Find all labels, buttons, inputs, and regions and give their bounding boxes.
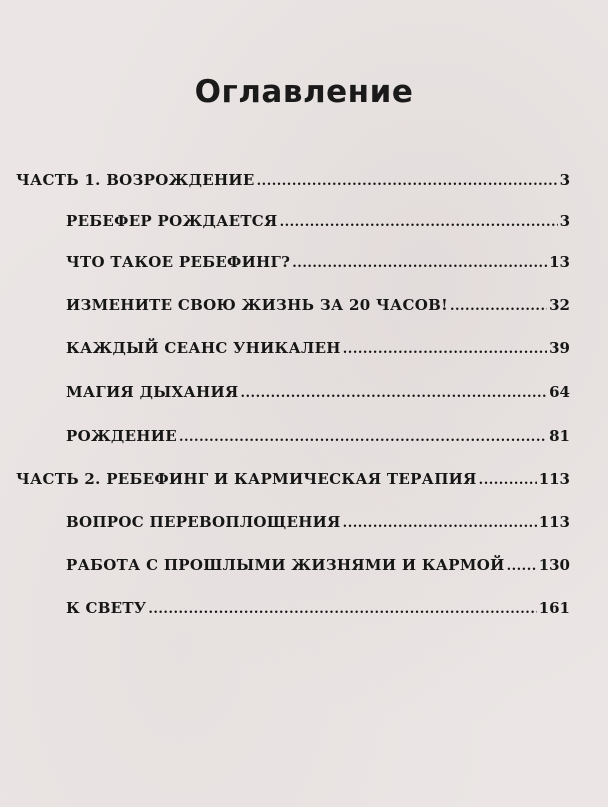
toc-entry-label: РАБОТА С ПРОШЛЫМИ ЖИЗНЯМИ И КАРМОЙ <box>66 556 505 574</box>
page-title: Оглавление <box>194 74 414 110</box>
toc-entry-part-1[interactable] <box>16 171 570 189</box>
toc-entry-label: МАГИЯ ДЫХАНИЯ <box>66 383 239 401</box>
toc-leader-dots <box>179 430 547 445</box>
toc-entry-label: РОЖДЕНИЕ <box>66 427 177 445</box>
toc-entry-page: 81 <box>549 427 570 445</box>
toc-leader-dots <box>148 602 536 617</box>
toc-entry-page: 3 <box>559 171 570 189</box>
toc-entry-label: ИЗМЕНИТЕ СВОЮ ЖИЗНЬ ЗА 20 ЧАСОВ! <box>66 296 448 314</box>
toc-entry-chapter[interactable] <box>66 513 570 531</box>
toc-entry-label: РЕБЕФЕР РОЖДАЕТСЯ <box>66 212 278 230</box>
toc-entry-label: ЧАСТЬ 2. РЕБЕФИНГ И КАРМИЧЕСКАЯ ТЕРАПИЯ <box>16 470 477 488</box>
toc-leader-dots <box>257 174 558 189</box>
toc-entry-label: КАЖДЫЙ СЕАНС УНИКАЛЕН <box>66 339 341 357</box>
toc-leader-dots <box>450 299 547 314</box>
toc-entry-chapter[interactable] <box>66 212 570 230</box>
toc-leader-dots <box>479 473 537 488</box>
toc-entry-chapter[interactable] <box>66 427 570 445</box>
toc-entry-chapter[interactable] <box>66 253 570 271</box>
toc-leader-dots <box>343 342 547 357</box>
toc-leader-dots <box>292 256 547 271</box>
toc-leader-dots <box>507 559 537 574</box>
toc-entry-page: 39 <box>549 339 570 357</box>
toc-entry-chapter[interactable] <box>66 339 570 357</box>
toc-entry-label: К СВЕТУ <box>66 599 147 617</box>
toc-entry-label: ЧАСТЬ 1. ВОЗРОЖДЕНИЕ <box>16 171 255 189</box>
toc-entry-page: 64 <box>549 383 570 401</box>
toc-entry-label: ВОПРОС ПЕРЕВОПЛОЩЕНИЯ <box>66 513 341 531</box>
toc-entry-part-2[interactable] <box>16 470 570 488</box>
toc-entry-chapter[interactable] <box>66 296 570 314</box>
toc-entry-page: 13 <box>549 253 570 271</box>
toc-leader-dots <box>343 516 537 531</box>
toc-entry-page: 130 <box>538 556 570 574</box>
toc-leader-dots <box>280 215 558 230</box>
toc-entry-page: 32 <box>549 296 570 314</box>
toc-entry-chapter[interactable] <box>66 599 570 617</box>
toc-leader-dots <box>241 386 548 401</box>
toc-entry-page: 113 <box>538 470 570 488</box>
toc-entry-label: ЧТО ТАКОЕ РЕБЕФИНГ? <box>66 253 291 271</box>
toc-entry-page: 161 <box>538 599 570 617</box>
toc-entry-chapter[interactable] <box>66 383 570 401</box>
toc-entry-page: 113 <box>538 513 570 531</box>
toc-entry-page: 3 <box>559 212 570 230</box>
toc-entry-chapter[interactable] <box>66 556 570 574</box>
